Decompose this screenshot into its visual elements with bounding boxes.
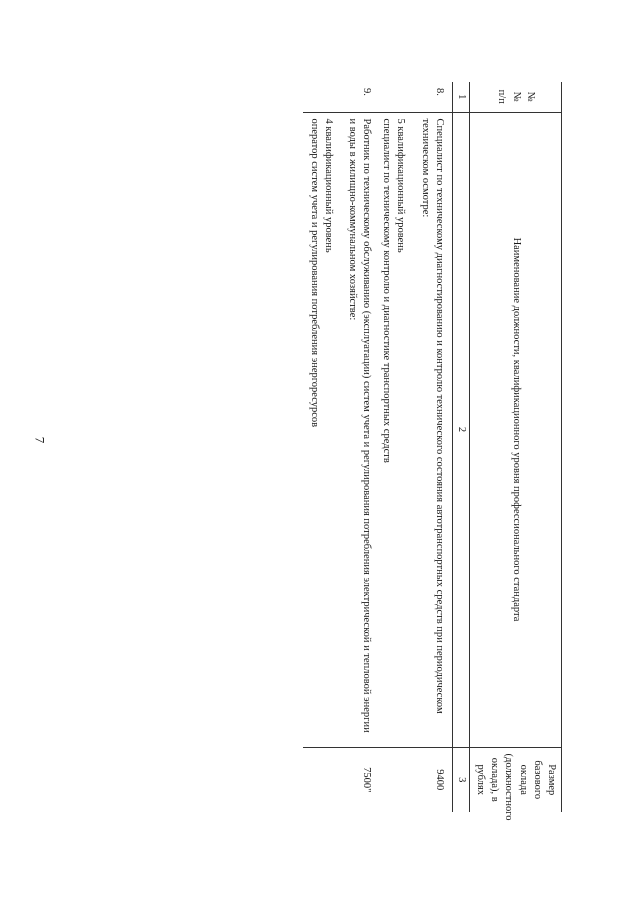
column-number: 2 [452,112,469,747]
table-row [376,82,452,812]
page-number: 7 [32,436,48,444]
header-number: №№ п/п [469,82,561,112]
row-number: 8. [433,88,445,96]
row-level: 5 квалификационный уровень [395,118,407,253]
column-number: 1 [452,82,469,112]
row-title: Специалист по техническому диагностированию и контролю технического состояния автотранспортных средств при периодическом техническом осмотре: [419,118,445,714]
row-level: 4 квалификационный уровень [322,118,334,253]
table-row [303,82,376,812]
rotated-table-block [42,82,562,821]
row-title: Работник по техническому обслуживанию (эксплуатации) систем учета и регулирования потребления электрической и тепловой энергии и воды в жилищно-коммунальном хозяйстве: [346,118,373,733]
header-salary: Размер базового оклада (должностного оклада), в рублях [469,747,561,812]
header-position: Наименование должности, квалификационного уровня профессионального стандарта [469,112,561,747]
table-header-row [469,82,561,812]
row-description [376,112,452,747]
column-number-row [452,82,469,812]
row-description [303,112,376,747]
row-salary: 7500" [303,747,376,812]
salary-table [303,82,562,821]
row-position: специалист по техническому контролю и диагностике транспортных средств [381,118,393,463]
column-number: 3 [452,747,469,812]
row-number: 9. [361,88,373,96]
row-salary: 9400 [376,747,452,812]
row-position: оператор систем учета и регулирования потребления энергоресурсов [308,118,320,428]
